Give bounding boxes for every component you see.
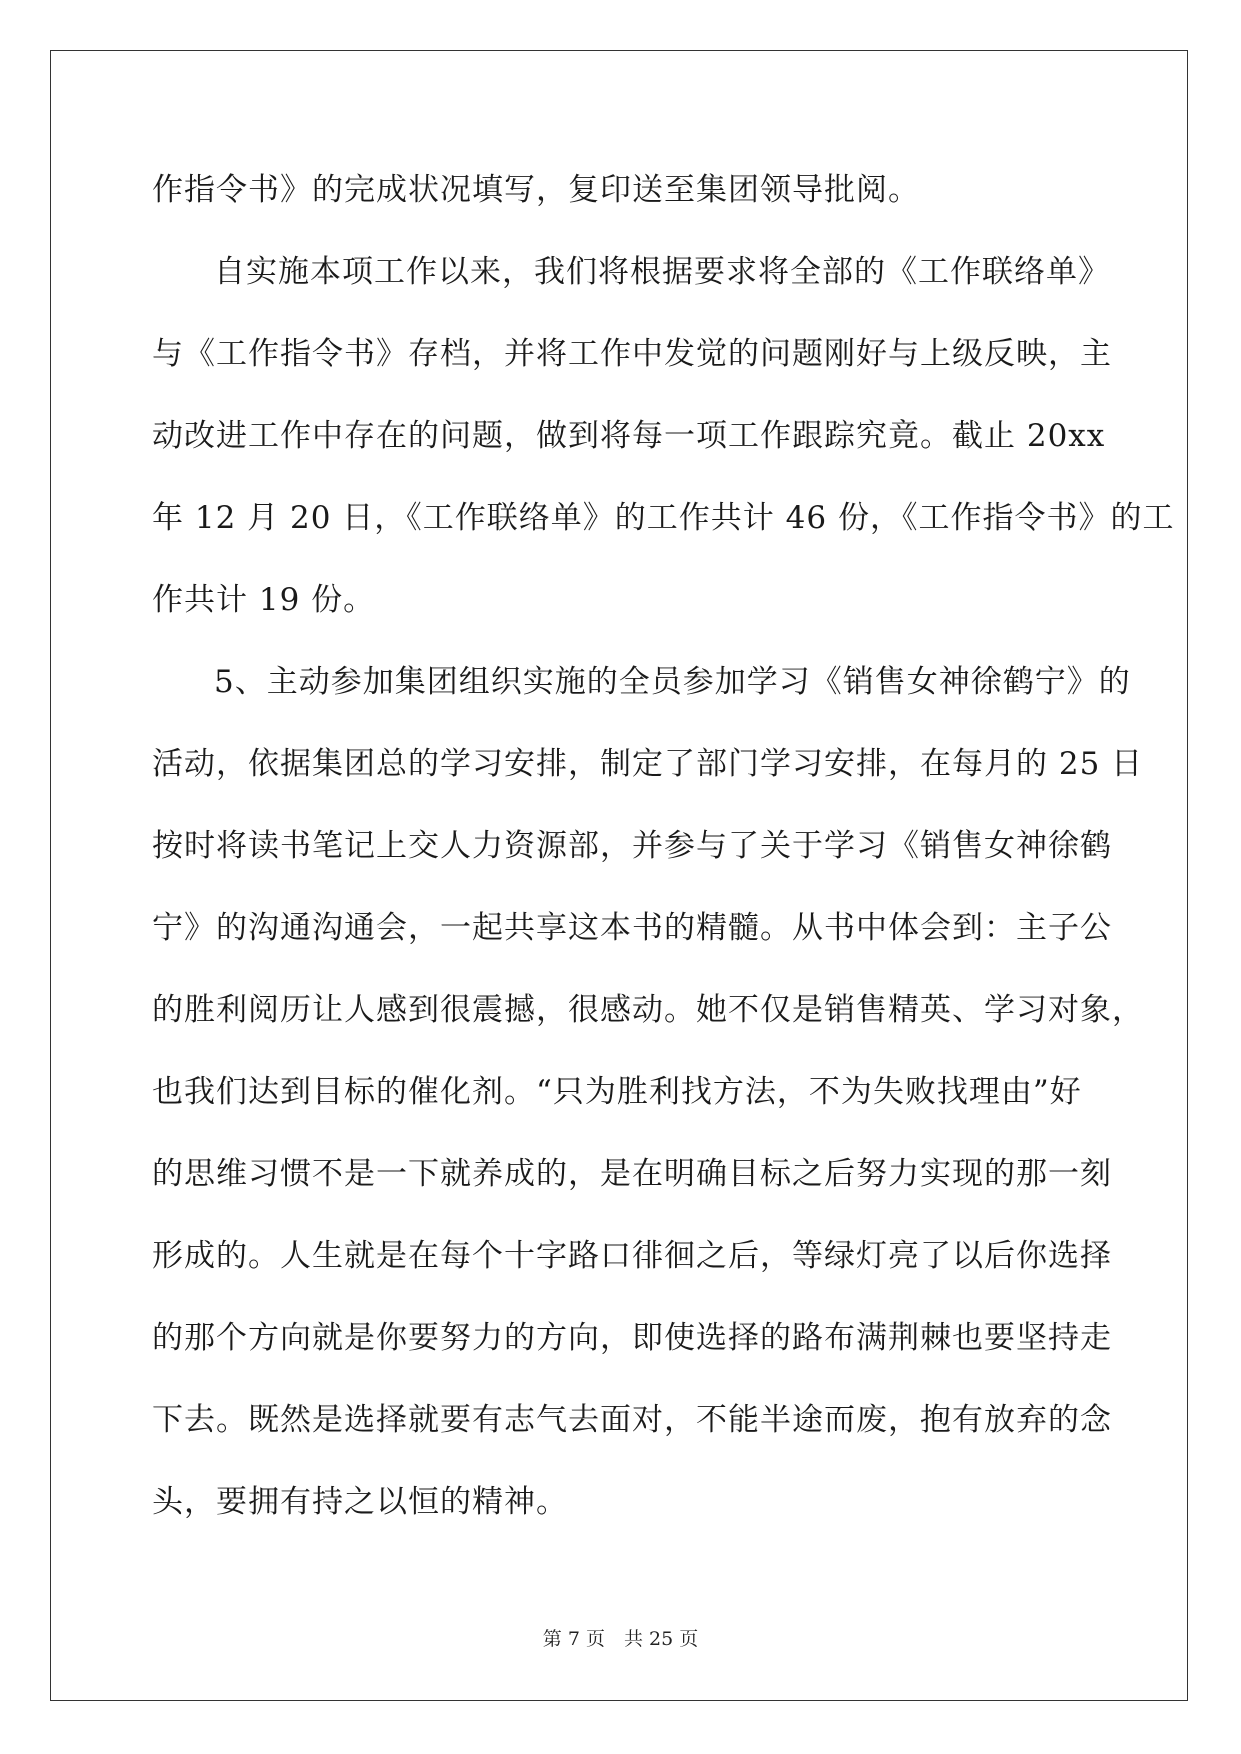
text-line-13: 的思维习惯不是一下就养成的，是在明确目标之后努力实现的那一刻 (152, 1156, 1112, 1192)
text-line-15: 的那个方向就是你要努力的方向，即使选择的路布满荆棘也要坚持走 (152, 1320, 1112, 1356)
text-line-10: 宁》的沟通沟通会，一起共享这本书的精髓。从书中体会到：主子公 (152, 910, 1112, 946)
document-body (152, 160, 1175, 1554)
text-line-9: 按时将读书笔记上交人力资源部，并参与了关于学习《销售女神徐鹤 (152, 828, 1112, 864)
text-line-17: 头，要拥有持之以恒的精神。 (152, 1484, 568, 1520)
text-line-1: 作指令书》的完成状况填写，复印送至集团领导批阅。 (152, 172, 920, 208)
text-line-11: 的胜利阅历让人感到很震撼，很感动。她不仅是销售精英、学习对象， (152, 992, 1144, 1028)
text-line-14: 形成的。人生就是在每个十字路口徘徊之后，等绿灯亮了以后你选择 (152, 1238, 1112, 1274)
text-line-7: 5、主动参加集团组织实施的全员参加学习《销售女神徐鹤宁》的 (214, 664, 1131, 700)
text-line-5: 年 12 月 20 日，《工作联络单》的工作共计 46 份，《工作指令书》的工 (152, 500, 1175, 536)
text-line-8: 活动，依据集团总的学习安排，制定了部门学习安排，在每月的 25 日 (152, 746, 1144, 782)
text-line-12: 也我们达到目标的催化剂。“只为胜利找方法，不为失败找理由”好 (152, 1074, 1082, 1110)
text-line-3: 与《工作指令书》存档，并将工作中发觉的问题刚好与上级反映，主 (152, 336, 1112, 372)
text-line-16: 下去。既然是选择就要有志气去面对，不能半途而废，抱有放弃的念 (152, 1402, 1112, 1438)
text-line-6: 作共计 19 份。 (152, 582, 376, 618)
page-number-footer: 第 7 页 共 25 页 (542, 1628, 699, 1650)
text-line-2: 自实施本项工作以来，我们将根据要求将全部的《工作联络单》 (214, 254, 1110, 290)
text-line-4: 动改进工作中存在的问题，做到将每一项工作跟踪究竟。截止 20xx (152, 418, 1106, 454)
